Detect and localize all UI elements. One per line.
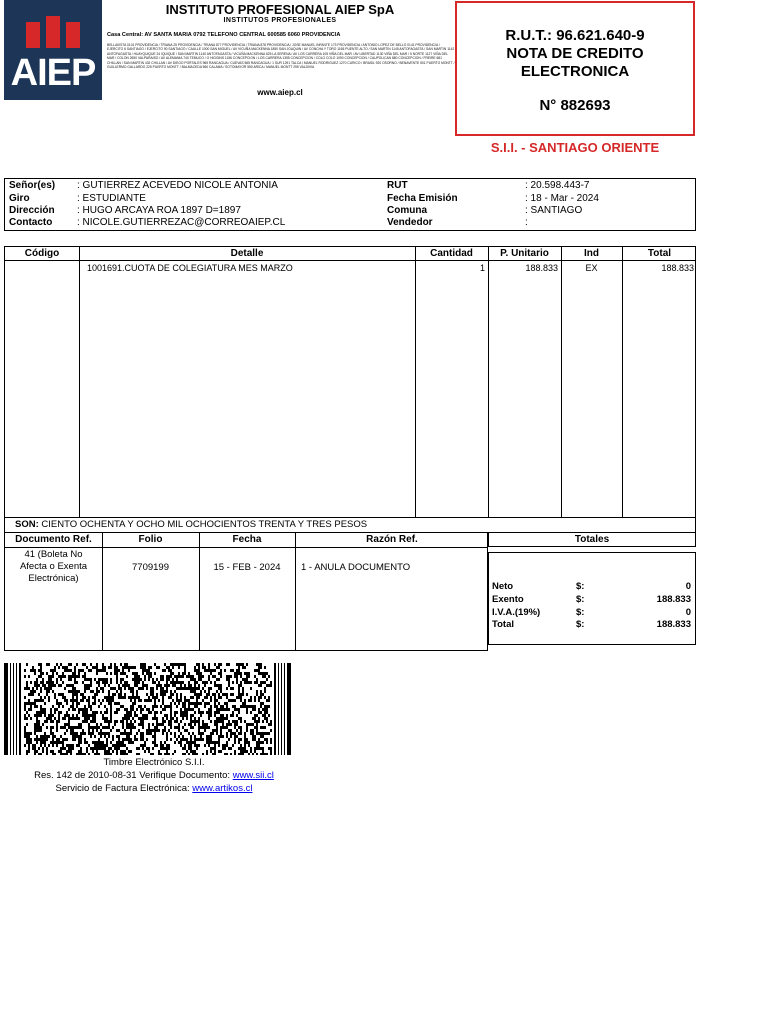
total-value: 188.833 [656,619,691,630]
ref-razon: 1 - ANULA DOCUMENTO [301,562,411,573]
header-unitario: P. Unitario [500,248,549,259]
ref-doc-line1: 41 (Boleta No [24,549,83,560]
amount-in-words [4,517,696,533]
timbre-info [4,756,304,795]
vendedor-label: Vendedor [387,217,433,228]
ref-fecha: 15 - FEB - 2024 [213,562,281,573]
sii-office: S.I.I. - SANTIAGO ORIENTE [490,140,660,155]
company-logo [4,0,102,100]
item-total: 188.833 [661,263,694,273]
company-address: Casa Central: AV SANTA MARIA 0792 TELEFONO CENTRAL 600585 6060 PROVIDENCIA [107,32,341,38]
header-total: Total [647,248,672,259]
exento-currency: $: [576,594,585,605]
senor-value: : GUTIERREZ ACEVEDO NICOLE ANTONIA [77,180,278,191]
giro-value: : ESTUDIANTE [77,193,146,204]
header-detalle: Detalle [230,248,264,259]
document-id-box [455,1,695,136]
ref-doc-line2: Afecta o Exenta [19,561,88,572]
iva-label: I.V.A.(19%) [492,607,541,618]
item-ind: EX [585,263,598,273]
logo-text: AIEP [10,52,96,94]
rut-value: : 20.598.443-7 [525,180,590,191]
document-number: N° 882693 [539,97,611,114]
ref-document [5,549,102,585]
fecha-value: : 18 - Mar - 2024 [525,193,599,204]
vendedor-value: : [525,217,528,228]
timbre-title: Timbre Electrónico S.I.I. [103,757,205,768]
direccion-label: Dirección [9,205,55,216]
totals-box [488,552,696,645]
comuna-label: Comuna [387,205,427,216]
header-folio: Folio [138,534,163,545]
son-label: SON: [15,519,39,530]
item-detalle: 1001691.CUOTA DE COLEGIATURA MES MARZO [87,263,293,273]
company-name: INSTITUTO PROFESIONAL AIEP SpA [165,2,395,17]
fecha-label: Fecha Emisión [387,193,458,204]
header-razon: Razón Ref. [366,534,418,545]
direccion-value: : HUGO ARCAYA ROA 1897 D=1897 [77,205,241,216]
contacto-value: : NICOLE.GUTIERREZAC@CORREOAIEP.CL [77,217,286,228]
pdf417-barcode-icon [4,663,291,755]
item-unitario: 188.833 [525,263,558,273]
sii-link[interactable]: www.sii.cl [232,770,274,781]
giro-label: Giro [9,193,30,204]
total-row-exento [492,593,691,606]
issuer-rut: R.U.T.: 96.621.640-9 [505,27,645,44]
neto-currency: $: [576,581,585,592]
ref-doc-line3: Electrónica) [28,573,79,584]
iva-value: 0 [685,607,691,618]
timbre-res-text: Res. 142 de 2010-08-31 Verifique Documento: [34,770,233,781]
total-row-neto [492,580,691,593]
total-row-total [492,618,691,631]
timbre-resolution [4,769,304,782]
items-table [4,246,696,518]
ref-folio: 7709199 [132,562,169,573]
rut-label: RUT [387,180,408,191]
customer-box [4,178,696,231]
company-subtitle: INSTITUTOS PROFESIONALES [223,17,337,24]
exento-value: 188.833 [656,594,691,605]
header-cantidad: Cantidad [430,248,473,259]
contacto-label: Contacto [9,217,53,228]
timbre-service-text: Servicio de Factura Electrónica: [55,783,193,794]
timbre-service [4,782,304,795]
neto-value: 0 [685,581,691,592]
header-ind: Ind [584,248,599,259]
total-label: Total [492,619,514,630]
header-codigo: Código [24,248,60,259]
exento-label: Exento [492,594,524,605]
totals-header: Totales [488,532,696,547]
iva-currency: $: [576,607,585,618]
item-cantidad: 1 [479,263,485,273]
neto-label: Neto [492,581,514,592]
son-value: CIENTO OCHENTA Y OCHO MIL OCHOCIENTOS TRENTA Y TRES PESOS [41,519,368,530]
company-website[interactable]: www.aiep.cl [257,88,303,97]
senor-label: Señor(es) [9,180,56,191]
comuna-value: : SANTIAGO [525,205,583,216]
artikos-link[interactable]: www.artikos.cl [192,783,253,794]
document-type-line2: ELECTRONICA [520,63,630,80]
header-fecha: Fecha [232,534,262,545]
company-branches: BELLAVISTA 0101 PROVIDENCIA / TRIANA 25 PROVIDENCIA / TRIANA 877 PROVIDENCIA / TRIANA 878 PROVIDENCIA / JOSE MANUEL INFANTE 173 PROVIDENCIA / ANTONIO LOPEZ DE BELLO 0141 PROVIDENCIA / EJERCITO 6 SANTIAGO / EJERCITO 90 SANTIAGO / CAULLE 1000 SAN MIGUEL / AV VICUÑA MACKENNA 1850 SAN JOAQUIN / AV CONCHA Y TORO 1165 PUENTE ALTO / SAN MARTIN 1145 ANTOFAGASTA / SAN MARTIN 1142 ANTOFAGASTA / HUAYQUIQUE 24 IQUIQUE / SAN MARTIN 1140 ANTOFAGASTA / VICUÑA MACKENNA 625 LA SERENA / AV LOS CARRERA 105 VIÑA DEL MAR / AV LIBERTAD 1130 VIÑA DEL MAR / 5 NORTE 1127 VIÑA DEL MAR / COLON 2650 VALPARAISO / AV ALEMANIA 740 TEMUCO / O HIGGINS 1156 CONCEPCION / LOS CARRERA 1355 CONCEPCION / COLO COLO 1090 CONCEPCION / CAUPOLICAN 880 CONCEPCION / FREIRE 681 CHILLAN / SAN MARTIN 432 CHILLAN / AV DIEGO PORTALES 965 RANCAGUA / CUEVAS 565 RANCAGUA / 1 SUR 1291 TALCA / MANUEL RODRIGUEZ 1270 CURICO / BRASIL 920 OSORNO / BENAVENTE 501 PUERTO MONTT / GUILLERMO GALLARDO 225 PUERTO MONTT / BALMACEDA 560 CALAMA / SOTOMAYOR 550 ARICA / MANUEL MONTT 295 VALDIVIA [107,43,455,70]
total-currency: $: [576,619,585,630]
header-doc-ref: Documento Ref. [15,534,92,545]
references-table [4,532,488,651]
document-type-line1: NOTA DE CREDITO [506,45,644,62]
